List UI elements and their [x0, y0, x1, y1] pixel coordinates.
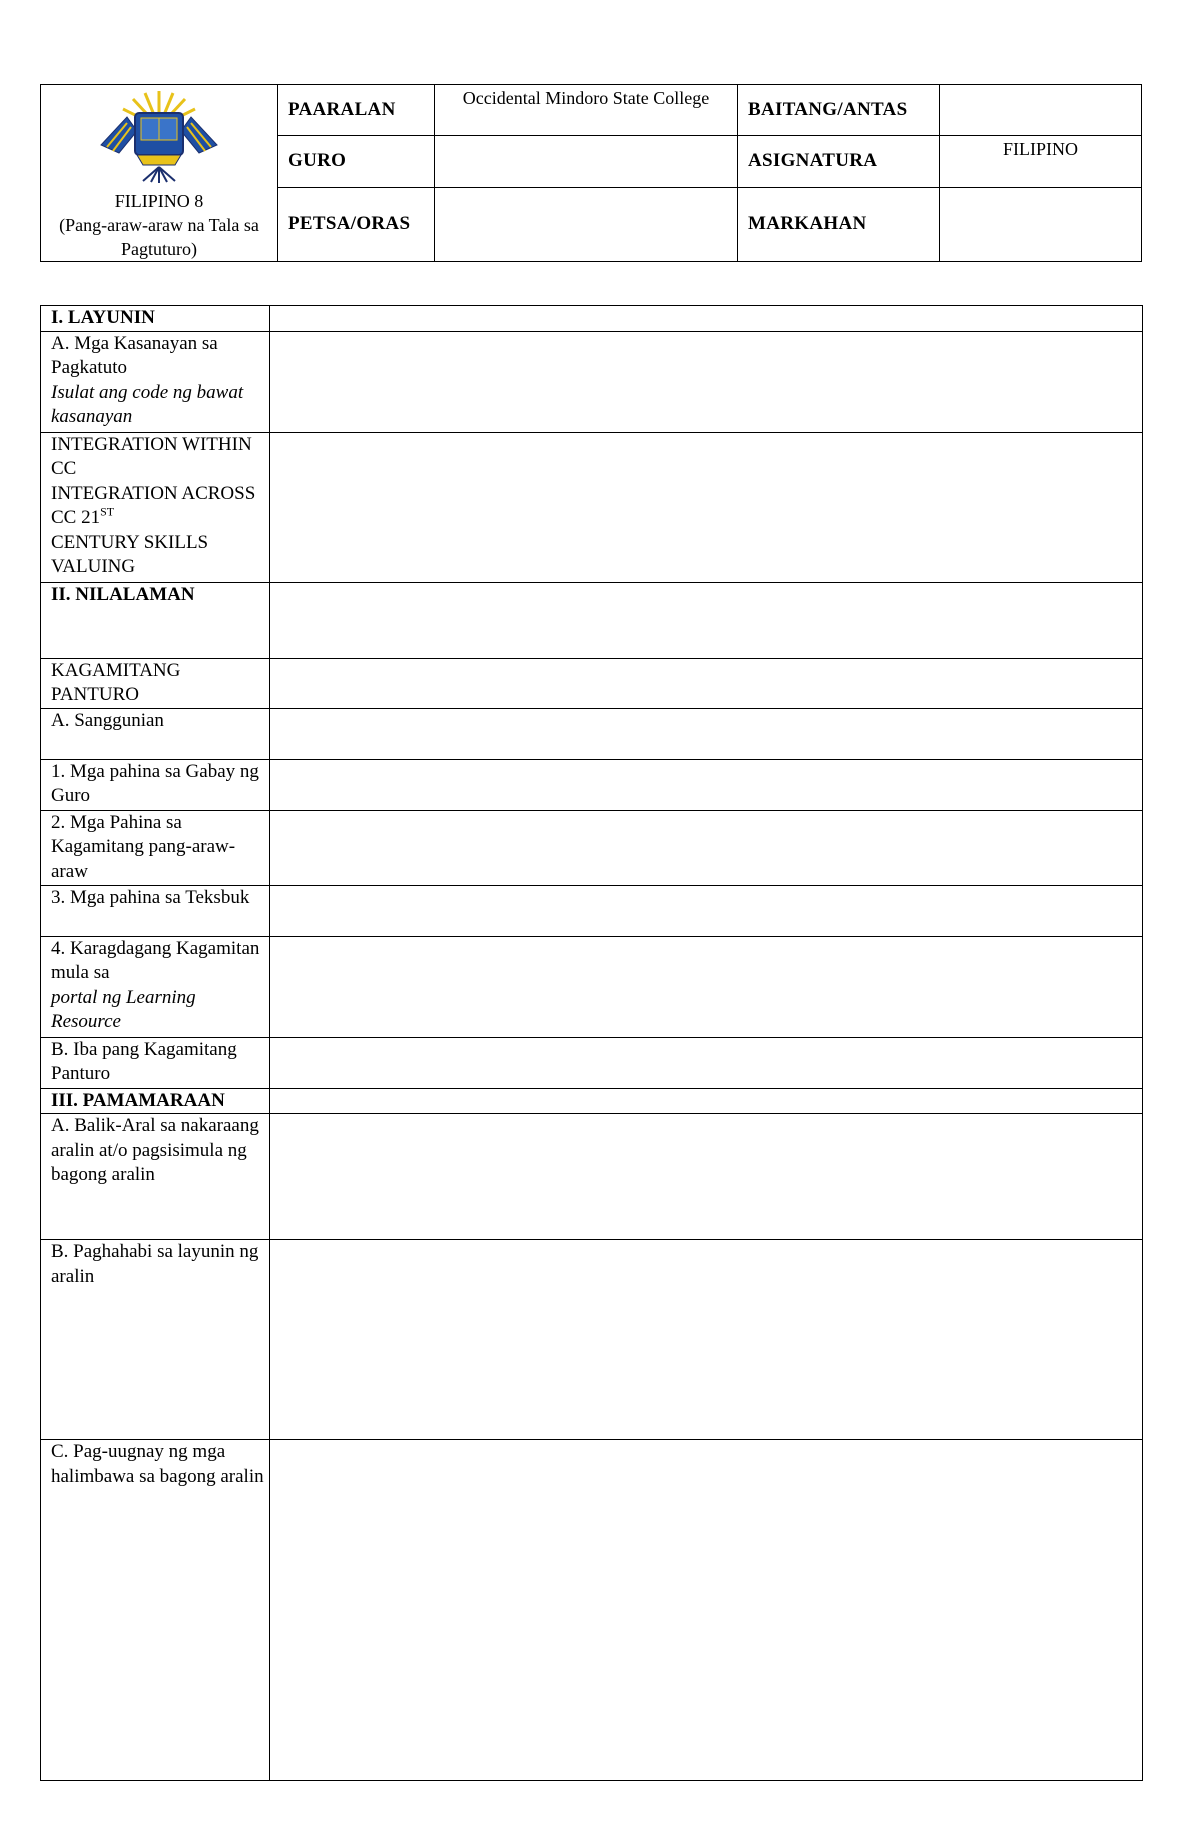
table-row	[41, 582, 1143, 658]
document-title: FILIPINO 8	[114, 191, 204, 211]
paghahabi-entry[interactable]	[270, 1240, 1143, 1440]
table-row	[41, 306, 1143, 332]
balik-aral-entry[interactable]	[270, 1114, 1143, 1240]
nilalaman-heading: II. NILALAMAN	[41, 582, 270, 658]
school-seal-logo	[97, 87, 221, 183]
karagdagang-label	[41, 936, 270, 1037]
kasanayan-note: Isulat ang code ng bawat kasanayan	[51, 381, 244, 427]
integration-label	[41, 432, 270, 582]
karagdagang-note: portal ng Learning Resource	[51, 986, 196, 1032]
sanggunian-entry[interactable]	[270, 708, 1143, 759]
paaralan-value[interactable]: Occidental Mindoro State College	[435, 85, 738, 136]
integration-entry[interactable]	[270, 432, 1143, 582]
pamamaraan-heading: III. PAMAMARAAN	[41, 1088, 270, 1114]
table-row	[41, 885, 1143, 936]
century-skills: CENTURY SKILLS	[51, 531, 209, 553]
gabay-label: 1. Mga pahina sa Gabay ng Guro	[41, 759, 270, 810]
nilalaman-entry[interactable]	[270, 582, 1143, 658]
table-row	[41, 432, 1143, 582]
karagdagang-entry[interactable]	[270, 936, 1143, 1037]
layunin-heading: I. LAYUNIN	[41, 306, 270, 332]
table-row	[41, 1240, 1143, 1440]
asignatura-value[interactable]: FILIPINO	[940, 136, 1142, 187]
school-logo-cell	[41, 85, 278, 262]
table-row	[41, 1037, 1143, 1088]
petsa-label: PETSA/ORAS	[278, 187, 435, 261]
table-row	[41, 810, 1143, 885]
integration-within: INTEGRATION WITHIN CC	[51, 433, 252, 479]
kagamitang-entry[interactable]	[270, 658, 1143, 708]
petsa-value[interactable]	[435, 187, 738, 261]
kasanayan-label	[41, 331, 270, 432]
gabay-entry[interactable]	[270, 759, 1143, 810]
kasanayan-text: A. Mga Kasanayan sa Pagkatuto	[51, 332, 218, 378]
markahan-label: MARKAHAN	[738, 187, 940, 261]
kagamitang-pang-entry[interactable]	[270, 810, 1143, 885]
document-subtitle: (Pang-araw-araw na Tala sa Pagtuturo)	[59, 215, 259, 259]
teksbuk-label: 3. Mga pahina sa Teksbuk	[41, 885, 270, 936]
table-row	[41, 1088, 1143, 1114]
kagamitang-label: KAGAMITANG PANTURO	[41, 658, 270, 708]
integration-across: INTEGRATION ACROSS CC 21ST	[51, 482, 256, 528]
pamamaraan-entry[interactable]	[270, 1088, 1143, 1114]
valuing: VALUING	[51, 556, 136, 577]
teksbuk-entry[interactable]	[270, 885, 1143, 936]
baitang-label: BAITANG/ANTAS	[738, 85, 940, 136]
header-table	[40, 84, 1141, 260]
table-row	[41, 1114, 1143, 1240]
markahan-value[interactable]	[940, 187, 1142, 261]
lesson-plan-table	[40, 305, 1143, 1781]
guro-label: GURO	[278, 136, 435, 187]
balik-aral-label: A. Balik-Aral sa nakaraang aralin at/o pagsisimula ng bagong aralin	[41, 1114, 270, 1240]
karagdagang-text: 4. Karagdagang Kagamitan mula sa	[51, 937, 260, 983]
table-row	[41, 708, 1143, 759]
table-row	[41, 1440, 1143, 1781]
iba-pang-entry[interactable]	[270, 1037, 1143, 1088]
table-row	[41, 759, 1143, 810]
paaralan-label: PAARALAN	[278, 85, 435, 136]
guro-value[interactable]	[435, 136, 738, 187]
paghahabi-label: B. Paghahabi sa layunin ng aralin	[41, 1240, 270, 1440]
table-row	[41, 331, 1143, 432]
table-row	[41, 658, 1143, 708]
sanggunian-label: A. Sanggunian	[41, 708, 270, 759]
kasanayan-entry[interactable]	[270, 331, 1143, 432]
pag-uugnay-label: C. Pag-uugnay ng mga halimbawa sa bagong aralin	[41, 1440, 270, 1781]
kagamitang-pang-label: 2. Mga Pahina sa Kagamitang pang-araw-araw	[41, 810, 270, 885]
table-row	[41, 936, 1143, 1037]
iba-pang-label: B. Iba pang Kagamitang Panturo	[41, 1037, 270, 1088]
layunin-entry[interactable]	[270, 306, 1143, 332]
asignatura-label: ASIGNATURA	[738, 136, 940, 187]
baitang-value[interactable]	[940, 85, 1142, 136]
pag-uugnay-entry[interactable]	[270, 1440, 1143, 1781]
